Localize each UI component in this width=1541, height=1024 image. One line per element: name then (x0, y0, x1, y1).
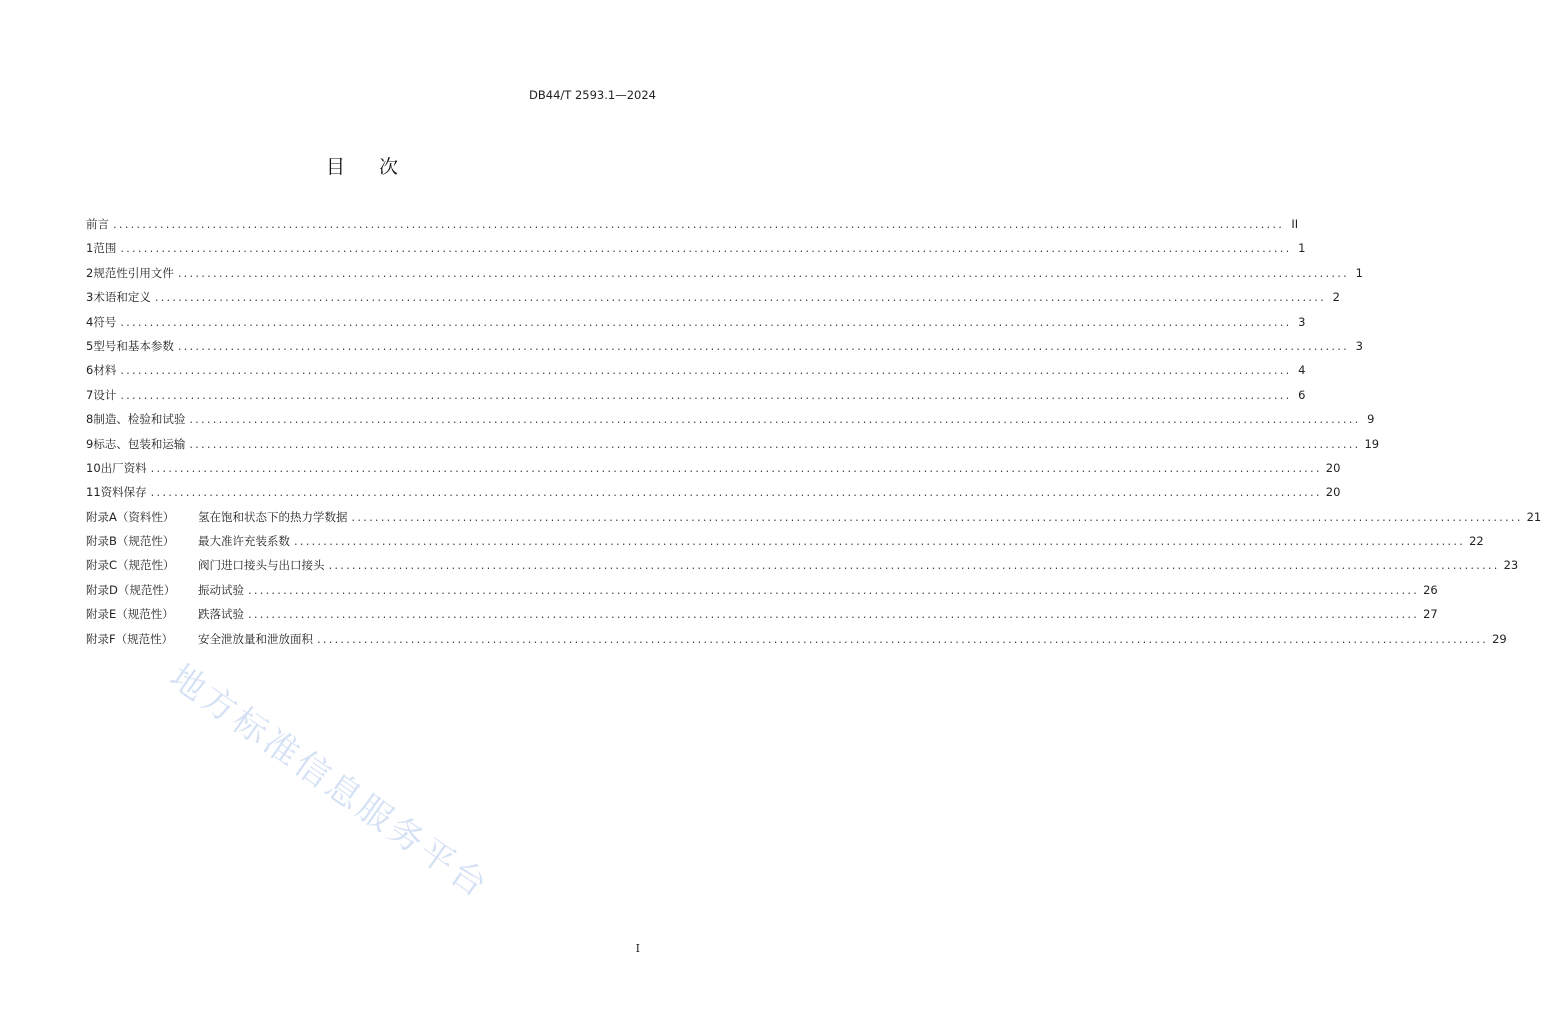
toc-entry-label: 阀门进口接头与出口接头 (198, 558, 325, 573)
toc-leader-dots: ........................................................................................................................................................................................................ (294, 534, 1466, 549)
toc-entry-page: 3 (1355, 338, 1363, 353)
toc-leader-dots: ........................................................................................................................................................................................................ (120, 363, 1292, 378)
toc-entry-page: 6 (1298, 387, 1306, 402)
appendix-prefix: 附录B（规范性） (86, 534, 175, 549)
toc-entry-label: 氢在饱和状态下的热力学数据 (198, 509, 348, 524)
toc-entry-label: 出厂资料 (100, 460, 147, 475)
toc-entry-page: 1 (1355, 265, 1363, 280)
toc-entry[interactable] (86, 484, 1341, 508)
toc-leader-dots: ........................................................................................................................................................................................................ (351, 509, 1523, 524)
toc-entry-label: 安全泄放量和泄放面积 (198, 631, 313, 646)
toc-entry-label: 符号 (93, 314, 117, 329)
toc-entry-page: 22 (1469, 534, 1484, 549)
toc-entry-label: 制造、检验和试验 (93, 412, 186, 427)
toc-entry[interactable] (86, 338, 1363, 362)
toc-entry-page: 23 (1503, 558, 1519, 573)
toc-leader-dots: ........................................................................................................................................................................................................ (113, 217, 1285, 231)
toc-leader-dots: ........................................................................................................................................................................................................ (177, 265, 1349, 280)
toc-entry-number: 11 (86, 485, 101, 500)
toc-leader-dots: ........................................................................................................................................................................................................ (328, 558, 1500, 573)
toc-entry-label: 标志、包装和运输 (93, 436, 186, 451)
toc-entry-label: 前言 (86, 217, 109, 231)
toc-entry-label: 规范性引用文件 (93, 265, 174, 280)
toc-entry-number: 8 (86, 412, 94, 427)
toc-entry[interactable] (86, 460, 1341, 484)
toc-appendix-entry[interactable] (86, 533, 1484, 557)
toc-entry-label: 最大准许充装系数 (198, 534, 290, 549)
toc-leader-dots: ........................................................................................................................................................................................................ (120, 241, 1292, 256)
toc-entry-page: 20 (1325, 485, 1341, 500)
toc-entry[interactable] (86, 411, 1375, 435)
toc-entry-number: 2 (86, 265, 94, 280)
appendix-prefix: 附录E（规范性） (86, 607, 174, 622)
toc-leader-dots: ........................................................................................................................................................................................................ (150, 485, 1322, 500)
toc-entry-page: 29 (1492, 631, 1507, 646)
toc-entry-page: 3 (1298, 314, 1306, 329)
document-code: DB44/T 2593.1—2024 (529, 88, 656, 102)
toc-entry-number: 10 (86, 460, 101, 475)
toc-entry-page: 2 (1332, 290, 1340, 305)
toc-entry-label: 范围 (93, 241, 117, 256)
toc-leader-dots: ........................................................................................................................................................................................................ (248, 607, 1420, 622)
toc-entry-label: 术语和定义 (93, 290, 151, 305)
toc-appendix-entry[interactable] (86, 557, 1519, 581)
toc-appendix-entry[interactable] (86, 606, 1438, 630)
toc-entry[interactable] (86, 265, 1363, 289)
toc-entry-label: 跌落试验 (198, 607, 244, 622)
toc-entry-page: 1 (1298, 241, 1306, 256)
toc-entry[interactable] (86, 240, 1306, 264)
toc-entry-label: 设计 (93, 387, 117, 402)
table-of-contents (86, 216, 1541, 655)
toc-appendix-entry[interactable] (86, 631, 1507, 655)
toc-leader-dots: ........................................................................................................................................................................................................ (177, 338, 1349, 353)
toc-entry[interactable] (86, 436, 1380, 460)
toc-entry-label: 资料保存 (100, 485, 147, 500)
toc-entry-page: II (1291, 217, 1299, 231)
toc-leader-dots: ........................................................................................................................................................................................................ (189, 436, 1361, 451)
toc-entry-number: 5 (86, 338, 94, 353)
toc-entry-number: 4 (86, 314, 94, 329)
watermark-text: 地方标准信息服务平台 (162, 656, 497, 908)
appendix-prefix: 附录C（规范性） (86, 558, 175, 573)
toc-entry-page: 26 (1423, 582, 1438, 597)
toc-entry-number: 9 (86, 436, 94, 451)
toc-entry-page: 4 (1298, 363, 1306, 378)
toc-entry-page: 19 (1364, 436, 1380, 451)
toc-entry-foreword[interactable] (86, 216, 1299, 240)
toc-leader-dots: ........................................................................................................................................................................................................ (154, 290, 1326, 305)
toc-leader-dots: ........................................................................................................................................................................................................ (317, 631, 1489, 646)
toc-appendix-entry[interactable] (86, 509, 1541, 533)
appendix-prefix: 附录D（规范性） (86, 582, 176, 597)
toc-entry-page: 21 (1526, 509, 1541, 524)
toc-entry[interactable] (86, 289, 1340, 313)
appendix-prefix: 附录F（规范性） (86, 631, 174, 646)
toc-leader-dots: ........................................................................................................................................................................................................ (248, 582, 1420, 597)
toc-entry-label: 材料 (93, 363, 117, 378)
toc-entry[interactable] (86, 387, 1306, 411)
toc-leader-dots: ........................................................................................................................................................................................................ (120, 387, 1292, 402)
toc-entry-label: 型号和基本参数 (93, 338, 174, 353)
toc-entry-label: 振动试验 (198, 582, 244, 597)
toc-entry-number: 1 (86, 241, 94, 256)
toc-entry-number: 7 (86, 387, 94, 402)
toc-entry[interactable] (86, 362, 1306, 386)
toc-appendix-entry[interactable] (86, 582, 1438, 606)
toc-entry[interactable] (86, 314, 1306, 338)
appendix-prefix: 附录A（资料性） (86, 509, 175, 524)
toc-entry-page: 27 (1423, 607, 1438, 622)
page-title: 目次 (325, 156, 432, 178)
toc-entry-page: 9 (1367, 412, 1375, 427)
toc-entry-number: 6 (86, 363, 94, 378)
toc-entry-number: 3 (86, 290, 94, 305)
toc-leader-dots: ........................................................................................................................................................................................................ (150, 460, 1322, 475)
toc-leader-dots: ........................................................................................................................................................................................................ (120, 314, 1292, 329)
toc-leader-dots: ........................................................................................................................................................................................................ (189, 412, 1361, 427)
toc-entry-page: 20 (1325, 460, 1341, 475)
page-number: I (635, 942, 640, 955)
